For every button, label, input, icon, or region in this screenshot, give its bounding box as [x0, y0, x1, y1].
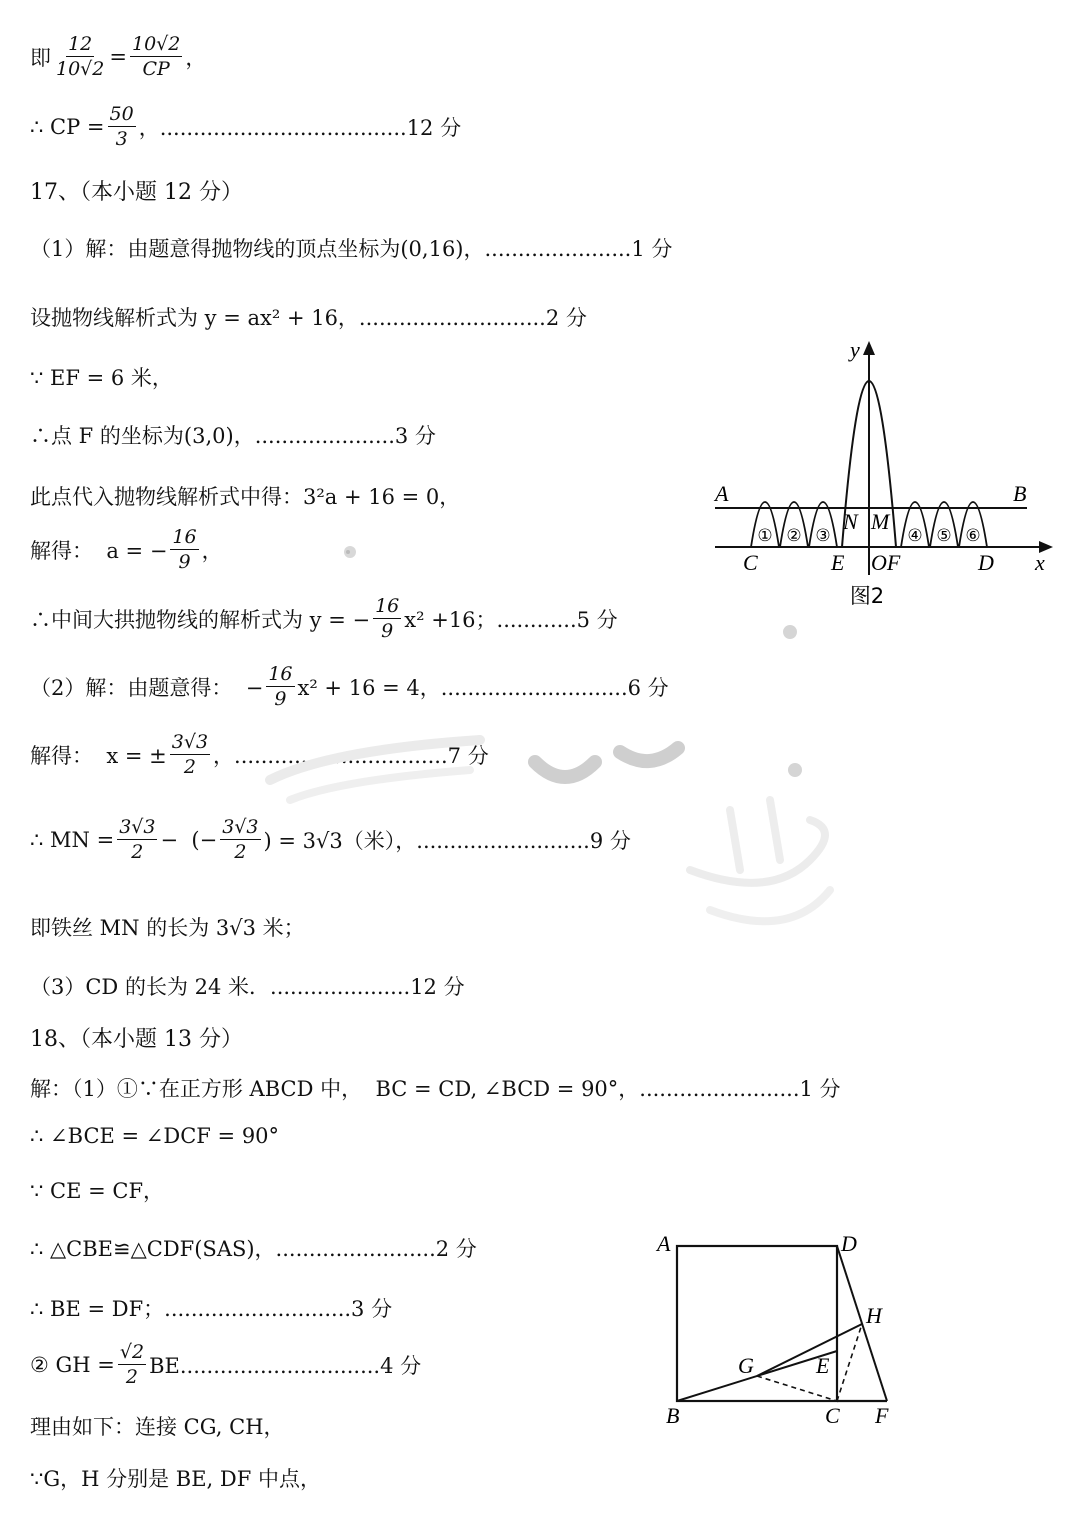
solution-line-4	[30, 233, 672, 263]
line-text: ∵ EF = 6 米，	[30, 366, 173, 390]
line-text: 17、（本小题 12 分）	[30, 180, 243, 205]
line-text: ，	[201, 538, 223, 563]
label-h: H	[866, 1303, 882, 1328]
arch-label: ③	[815, 526, 831, 546]
fraction-numerator: 16	[172, 526, 197, 548]
line-text: 解得： x = ±	[30, 743, 167, 768]
parabola-figure	[705, 335, 1065, 620]
arch-label: ④	[907, 526, 923, 546]
fraction-numerator: 16	[268, 663, 293, 685]
label-a: A	[715, 481, 729, 506]
line-text: ∵ CE = CF，	[30, 1179, 165, 1203]
label-a: A	[657, 1231, 671, 1256]
label-b: B	[1013, 481, 1027, 506]
solution-line-6	[30, 362, 173, 392]
solution-line-15	[30, 971, 465, 1001]
watermark-dot	[783, 625, 797, 639]
solution-line-23	[30, 1411, 285, 1441]
watermark-stroke	[770, 800, 780, 860]
watermark-dot	[346, 550, 350, 554]
question-17-heading	[30, 175, 243, 206]
fraction-numerator: 3√3	[119, 816, 156, 838]
label-b: B	[666, 1403, 680, 1428]
solution-line-1	[30, 32, 206, 81]
fraction	[108, 102, 136, 151]
fraction	[54, 32, 106, 81]
arch-label: ⑤	[936, 526, 952, 546]
label-e: E	[816, 1353, 830, 1378]
square-figure	[650, 1225, 910, 1440]
line-text: 18、（本小题 13 分）	[30, 1027, 243, 1052]
fraction-numerator: 50	[109, 103, 134, 125]
fraction-denominator: CP	[142, 58, 170, 80]
fraction	[170, 730, 210, 779]
watermark-eye	[535, 762, 595, 777]
label-g: G	[738, 1353, 754, 1378]
line-text: 理由如下：连接 CG, CH，	[30, 1415, 285, 1439]
fraction-denominator: 9	[381, 620, 394, 642]
fraction	[117, 815, 157, 864]
label-of: OF	[871, 550, 901, 575]
label-d: D	[978, 550, 994, 575]
solution-line-9	[30, 525, 223, 574]
fraction-denominator: 9	[274, 688, 287, 710]
arch-label: ⑥	[965, 526, 981, 546]
line-text: ，.....................................12 分	[138, 115, 462, 140]
line-text: 即铁丝 MN 的长为 3√3 米；	[30, 916, 305, 940]
solution-line-20	[30, 1233, 477, 1263]
solution-line-22	[30, 1340, 421, 1389]
label-n: N	[843, 509, 858, 534]
fraction	[170, 525, 198, 574]
fraction-denominator: 9	[178, 551, 191, 573]
solution-line-5	[30, 302, 587, 332]
fraction-numerator: 12	[68, 33, 93, 55]
label-x: x	[1035, 550, 1045, 575]
segment-cg	[757, 1376, 837, 1401]
fraction-numerator: 10√2	[131, 33, 181, 55]
watermark-stroke	[730, 810, 740, 870]
fraction-denominator: 2	[125, 1366, 139, 1388]
fraction-denominator: 10√2	[56, 58, 105, 80]
line-text: BE..............................4 分	[149, 1353, 422, 1378]
watermark-stroke	[710, 890, 830, 921]
figure-caption: 图2	[849, 584, 885, 608]
line-text: （2）解：由题意得： −	[30, 675, 264, 700]
line-text: ∴中间大拱抛物线的解析式为 y = −	[30, 607, 371, 632]
line-text: （1）解：由题意得抛物线的顶点坐标为(0,16)，......................1 分	[30, 237, 673, 261]
line-text: 此点代入抛物线解析式中得：3²a + 16 = 0，	[30, 485, 461, 509]
watermark-eye	[620, 748, 678, 761]
fraction-numerator: 3√3	[171, 731, 209, 753]
fraction	[130, 32, 182, 81]
line-text: ② GH =	[30, 1352, 115, 1377]
watermark-stroke	[290, 770, 470, 800]
line-text: − (−	[160, 827, 218, 852]
solution-line-18	[30, 1124, 279, 1148]
fraction	[118, 1340, 146, 1389]
solution-line-24	[30, 1463, 321, 1493]
solution-line-17	[30, 1073, 841, 1103]
fraction-numerator: √2	[119, 1341, 145, 1363]
label-e: E	[831, 550, 845, 575]
line-text: ，................................7 分	[213, 743, 489, 768]
fraction-numerator: 3√3	[222, 816, 259, 838]
label-m: M	[871, 509, 890, 534]
line-text: ∴ CP =	[30, 114, 105, 139]
segment-gh	[757, 1324, 862, 1376]
y-axis-arrow	[863, 341, 875, 355]
line-text: ∴ MN =	[30, 827, 115, 852]
solution-line-21	[30, 1293, 392, 1323]
line-text: x² + 16 = 4，............................6 分	[297, 675, 669, 700]
solution-line-19	[30, 1175, 164, 1205]
fraction-numerator: 16	[375, 595, 400, 617]
label-f: F	[875, 1403, 889, 1428]
label-d: D	[841, 1231, 857, 1256]
line-text: （3）CD 的长为 24 米．.....................12 分	[30, 975, 465, 999]
arch-label: ①	[757, 526, 773, 546]
label-y: y	[850, 337, 860, 362]
watermark-dot	[788, 763, 802, 777]
fraction-denominator: 2	[131, 841, 144, 863]
line-text: 解：（1）①∵在正方形 ABCD 中， BC = CD, ∠BCD = 90°，........................1 分	[30, 1077, 841, 1101]
line-text: =	[109, 44, 127, 69]
line-text: ) = 3√3（米），..........................9 分	[263, 828, 631, 853]
arch-label: ②	[786, 526, 802, 546]
label-c: C	[743, 550, 758, 575]
solution-line-7	[30, 420, 436, 450]
solution-line-8	[30, 481, 460, 511]
solution-line-2	[30, 102, 461, 151]
line-text: x² +16；............5 分	[404, 607, 618, 632]
line-text: ∴ ∠BCE = ∠DCF = 90°	[30, 1124, 280, 1148]
square-abcd	[677, 1246, 837, 1401]
line-text: ∵G，H 分别是 BE, DF 中点，	[30, 1467, 321, 1491]
label-c: C	[825, 1403, 840, 1428]
line-text: ∴ BE = DF；............................3 分	[30, 1297, 393, 1321]
fraction-denominator: 3	[115, 128, 128, 150]
question-18-heading	[30, 1022, 243, 1053]
line-text: 即	[30, 45, 51, 70]
line-text: 解得： a = −	[30, 538, 168, 563]
line-text: ∴点 F 的坐标为(3,0)，.....................3 分	[30, 424, 436, 448]
line-text: 设抛物线解析式为 y = ax² + 16，............................2 分	[30, 306, 587, 330]
line-text: ，	[185, 45, 207, 70]
fraction-denominator: 2	[234, 841, 247, 863]
line-text: ∴ △CBE≌△CDF(SAS)，........................2 分	[30, 1237, 477, 1261]
fraction-denominator: 2	[183, 756, 196, 778]
watermark-stroke	[690, 820, 825, 883]
